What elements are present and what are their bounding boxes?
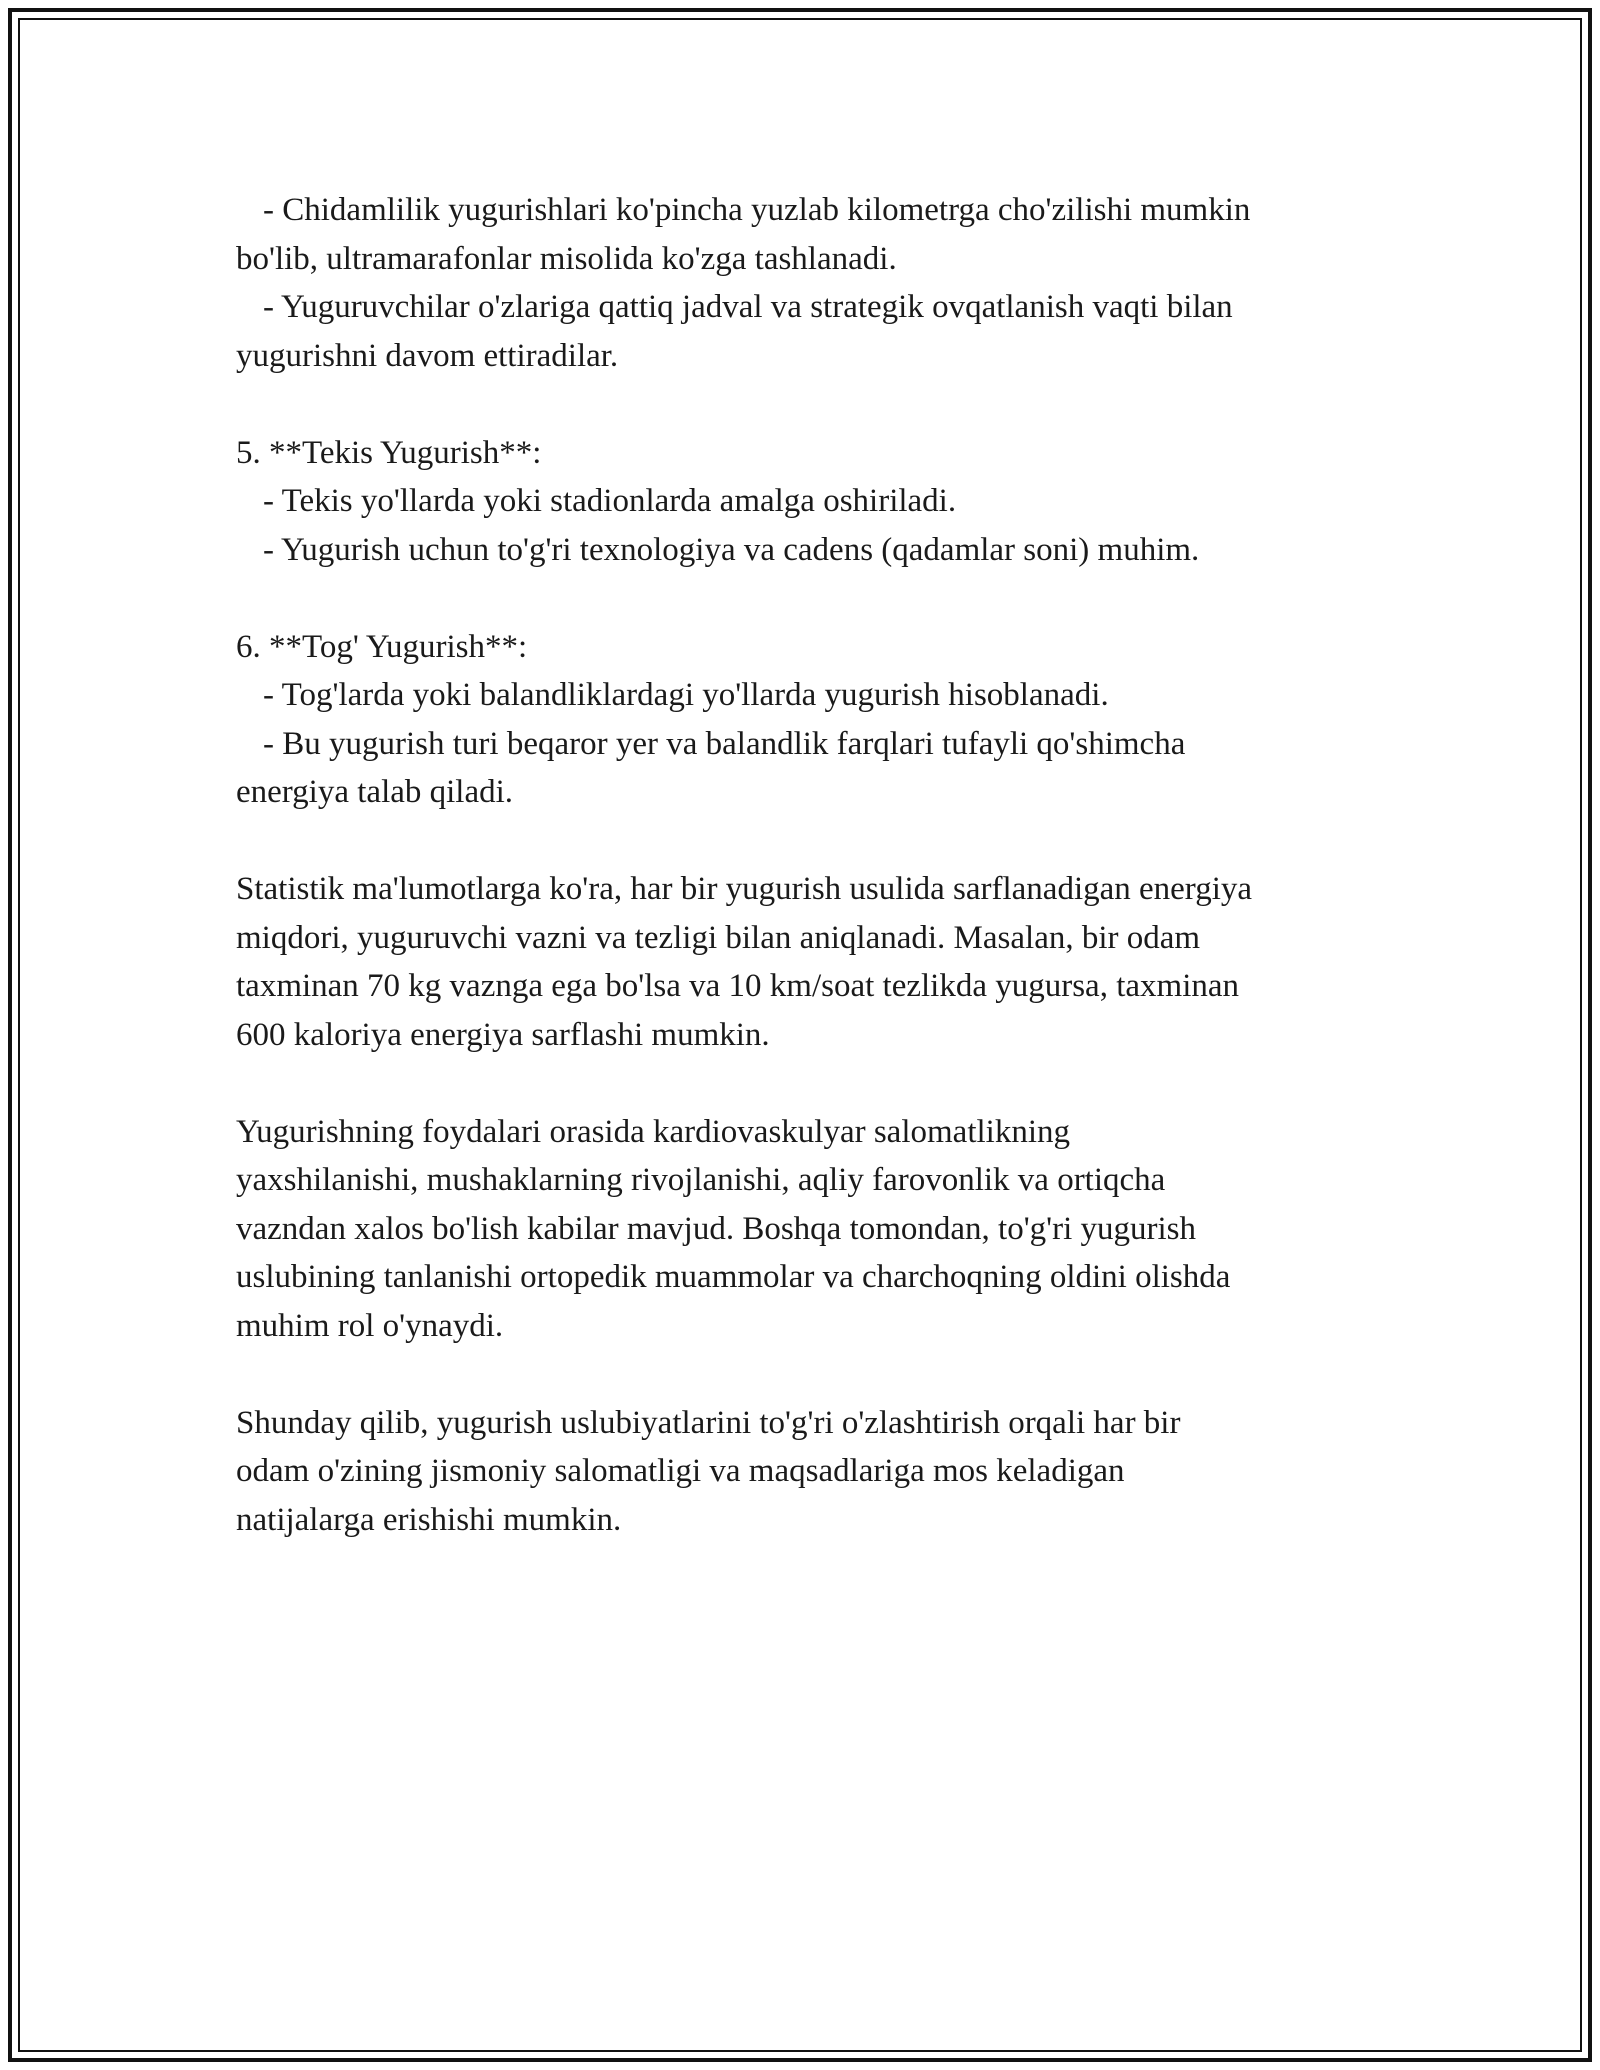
bullet-line: - Chidamlilik yugurishlari ko'pincha yuzlab kilometrga cho'zilishi mumkin bbox=[263, 192, 1251, 228]
document-body bbox=[236, 186, 1386, 1544]
paragraph-line: uslubining tanlanishi ortopedik muammolar va charchoqning oldini olishda bbox=[236, 1259, 1231, 1295]
bullet-line-continuation: yugurishni davom ettiradilar. bbox=[236, 337, 619, 374]
section-heading: 6. **Tog' Yugurish**: bbox=[236, 628, 528, 665]
paragraph-statistics bbox=[236, 865, 1386, 1059]
bullet-line: - Yugurish uchun to'g'ri texnologiya va cadens (qadamlar soni) muhim. bbox=[263, 531, 1200, 568]
endurance-running-bullets bbox=[236, 186, 1386, 380]
paragraph-line: 600 kaloriya energiya sarflashi mumkin. bbox=[236, 1016, 770, 1053]
paragraph-gap bbox=[236, 574, 1386, 623]
bullet-line: - Tekis yo'llarda yoki stadionlarda amalga oshiriladi. bbox=[263, 483, 957, 519]
bullet-line-continuation: energiya talab qiladi. bbox=[236, 774, 514, 810]
paragraph-line: Yugurishning foydalari orasida kardiovaskulyar salomatlikning bbox=[236, 1113, 1070, 1150]
paragraph-gap bbox=[236, 1059, 1386, 1108]
paragraph-gap bbox=[236, 1350, 1386, 1399]
paragraph-conclusion bbox=[236, 1399, 1386, 1545]
paragraph-line: muhim rol o'ynaydi. bbox=[236, 1307, 504, 1344]
section-heading: 5. **Tekis Yugurish**: bbox=[236, 434, 542, 471]
paragraph-line: odam o'zining jismoniy salomatligi va maqsadlariga mos keladigan bbox=[236, 1453, 1125, 1489]
paragraph-gap bbox=[236, 817, 1386, 866]
paragraph-line: yaxshilanishi, mushaklarning rivojlanishi, aqliy farovonlik va ortiqcha bbox=[236, 1162, 1166, 1198]
bullet-line-continuation: bo'lib, ultramarafonlar misolida ko'zga tashlanadi. bbox=[236, 240, 897, 277]
paragraph-line: natijalarga erishishi mumkin. bbox=[236, 1501, 622, 1538]
paragraph-benefits bbox=[236, 1108, 1386, 1351]
paragraph-gap bbox=[236, 380, 1386, 429]
paragraph-line: Shunday qilib, yugurish uslubiyatlarini to'g'ri o'zlashtirish orqali har bir bbox=[236, 1404, 1181, 1441]
paragraph-line: taxminan 70 kg vaznga ega bo'lsa va 10 km/soat tezlikda yugursa, taxminan bbox=[236, 968, 1240, 1004]
paragraph-line: miqdori, yuguruvchi vazni va tezligi bilan aniqlanadi. Masalan, bir odam bbox=[236, 919, 1201, 956]
section-mountain-running bbox=[236, 623, 1386, 817]
bullet-line: - Bu yugurish turi beqaror yer va balandlik farqlari tufayli qo'shimcha bbox=[263, 725, 1186, 762]
paragraph-line: vazndan xalos bo'lish kabilar mavjud. Boshqa tomondan, to'g'ri yugurish bbox=[236, 1210, 1197, 1247]
bullet-line: - Tog'larda yoki balandliklardagi yo'llarda yugurish hisoblanadi. bbox=[263, 677, 1109, 713]
bullet-line: - Yuguruvchilar o'zlariga qattiq jadval va strategik ovqatlanish vaqti bilan bbox=[263, 289, 1233, 325]
paragraph-line: Statistik ma'lumotlarga ko'ra, har bir yugurish usulida sarflanadigan energiya bbox=[236, 871, 1253, 907]
section-flat-running bbox=[236, 429, 1386, 575]
